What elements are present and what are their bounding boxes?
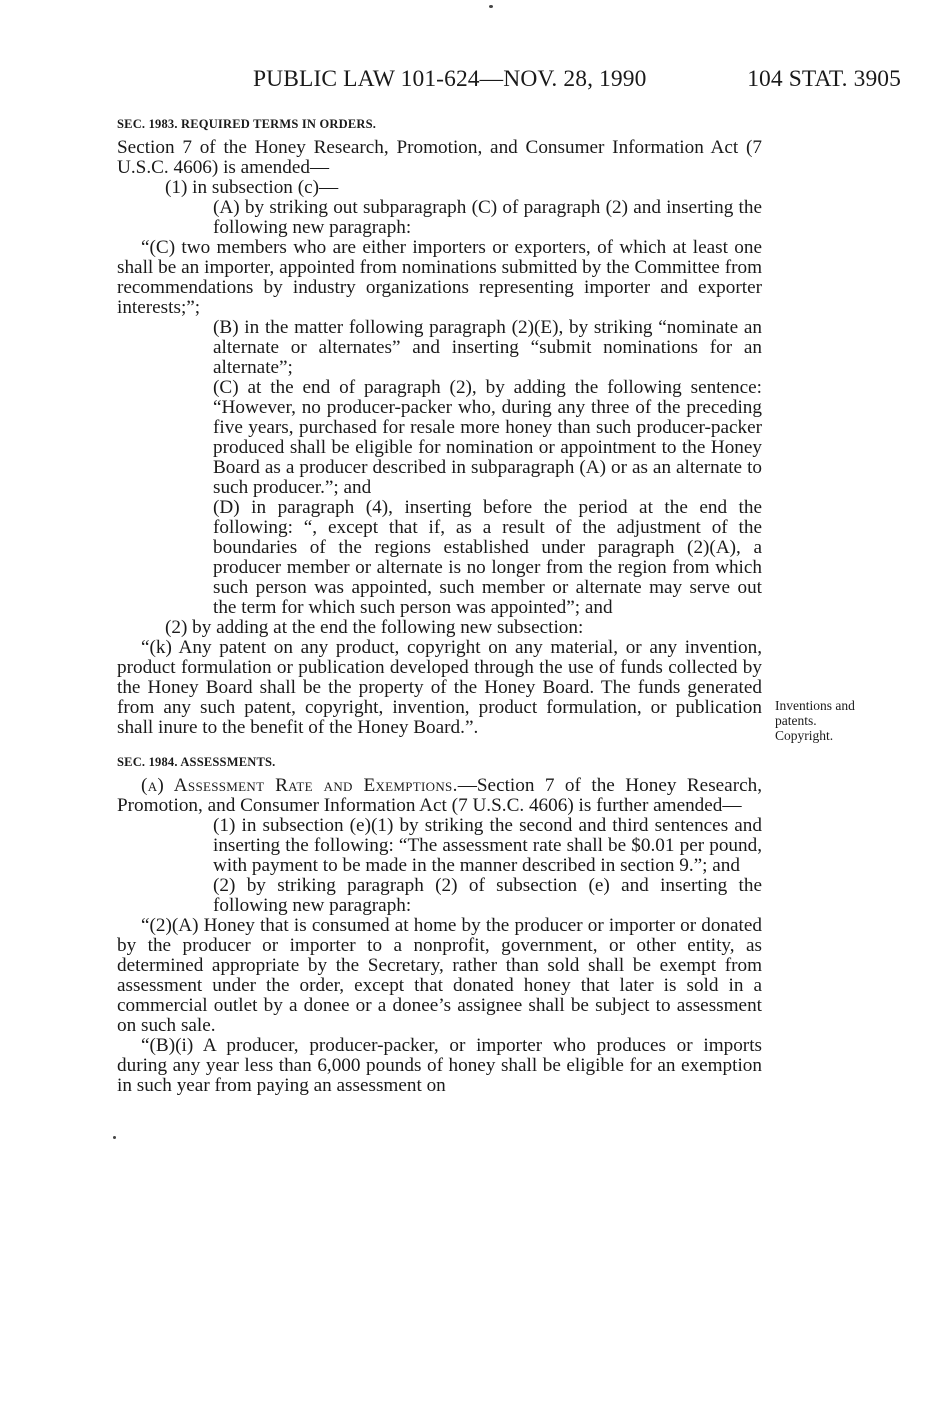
margin-note-line-1: Inventions and: [775, 698, 855, 713]
header-title: PUBLIC LAW 101-624—NOV. 28, 1990: [253, 66, 647, 92]
section-1984-quoted-2a: “(2)(A) Honey that is consumed at home by the producer or importer or donated by the producer or importer to a nonprofit, government, or other entity, as determined appropriate by the Secretary, rather than sold shall be exempt from assessment under the order, except that donated honey that later is sold in a commercial outlet by a donee or a donee’s assignee shall be subject to assessment on such sale.: [117, 915, 762, 1036]
margin-note-line-2: patents.: [775, 713, 817, 728]
scan-speck: [489, 5, 493, 8]
margin-note: [775, 698, 895, 743]
section-1984-heading: SEC. 1984. ASSESSMENTS.: [117, 755, 276, 769]
section-1983-intro: Section 7 of the Honey Research, Promotion, and Consumer Information Act (7 U.S.C. 4606) is amended—: [117, 137, 762, 178]
section-1983-subpara-a: (A) by striking out subparagraph (C) of paragraph (2) and inserting the following new paragraph:: [213, 197, 762, 238]
section-1984-subsection-a: [117, 776, 762, 816]
header-stat-page: 104 STAT. 3905: [747, 66, 901, 92]
section-1984-quoted-bi: “(B)(i) A producer, producer-packer, or importer who produces or imports during any year less than 6,000 pounds of honey shall be eligible for an exemption in such year from paying an assessment on: [117, 1035, 762, 1096]
margin-note-line-3: Copyright.: [775, 728, 834, 743]
section-1984-para-2: (2) by striking paragraph (2) of subsection (e) and inserting the following new paragraph:: [213, 875, 762, 916]
subsection-a-caption: (a) Assessment Rate and Exemptions.: [141, 775, 458, 796]
section-1983-subpara-d: (D) in paragraph (4), inserting before the period at the end the following: “, except that if, as a result of the adjustment of the boundaries of the regions established under paragraph (2)(A), a producer member or alternate is no longer from the region from which such person was appointed, such member or alternate may serve out the term for which such person was appointed”; and: [213, 497, 762, 618]
section-1983-quoted-c: “(C) two members who are either importers or exporters, of which at least one shall be an importer, appointed from nominations submitted by the Committee from recommendations by industry organizations representing importer and exporter interests;”;: [117, 237, 762, 318]
document-body: [117, 110, 762, 1096]
running-header: [0, 66, 947, 98]
subsection-a-text: —Section 7 of the Honey Research, Promotion, and Consumer Information Act (7 U.S.C. 4606) is further amended—: [117, 775, 762, 816]
section-1983-para-1: (1) in subsection (c)—: [165, 177, 339, 198]
section-1983-quoted-k: “(k) Any patent on any product, copyright on any material, or any invention, product formulation or publication developed through the use of funds collected by the Honey Board shall be the property of the Honey Board. The funds generated from any such patent, copyright, invention, product formulation, or publication shall inure to the benefit of the Honey Board.”.: [117, 637, 762, 738]
section-1983-subpara-c: (C) at the end of paragraph (2), by adding the following sentence: “However, no producer-packer who, during any three of the preceding five years, purchased for resale more honey than such producer-packer produced shall be eligible for nomination or appointment to the Honey Board as a producer described in subparagraph (A) or as an alternate to such producer.”; and: [213, 377, 762, 498]
section-1983-subpara-b: (B) in the matter following paragraph (2)(E), by striking “nominate an alternate or alternates” and inserting “submit nominations for an alternate”;: [213, 317, 762, 378]
section-1983-heading: SEC. 1983. REQUIRED TERMS IN ORDERS.: [117, 117, 377, 131]
scan-speck: [113, 1136, 116, 1139]
section-1984-para-1: (1) in subsection (e)(1) by striking the second and third sentences and inserting the following: “The assessment rate shall be $0.01 per pound, with payment to be made in the manner described in section 9.”; and: [213, 815, 762, 876]
section-1983-para-2: (2) by adding at the end the following new subsection:: [165, 617, 584, 638]
